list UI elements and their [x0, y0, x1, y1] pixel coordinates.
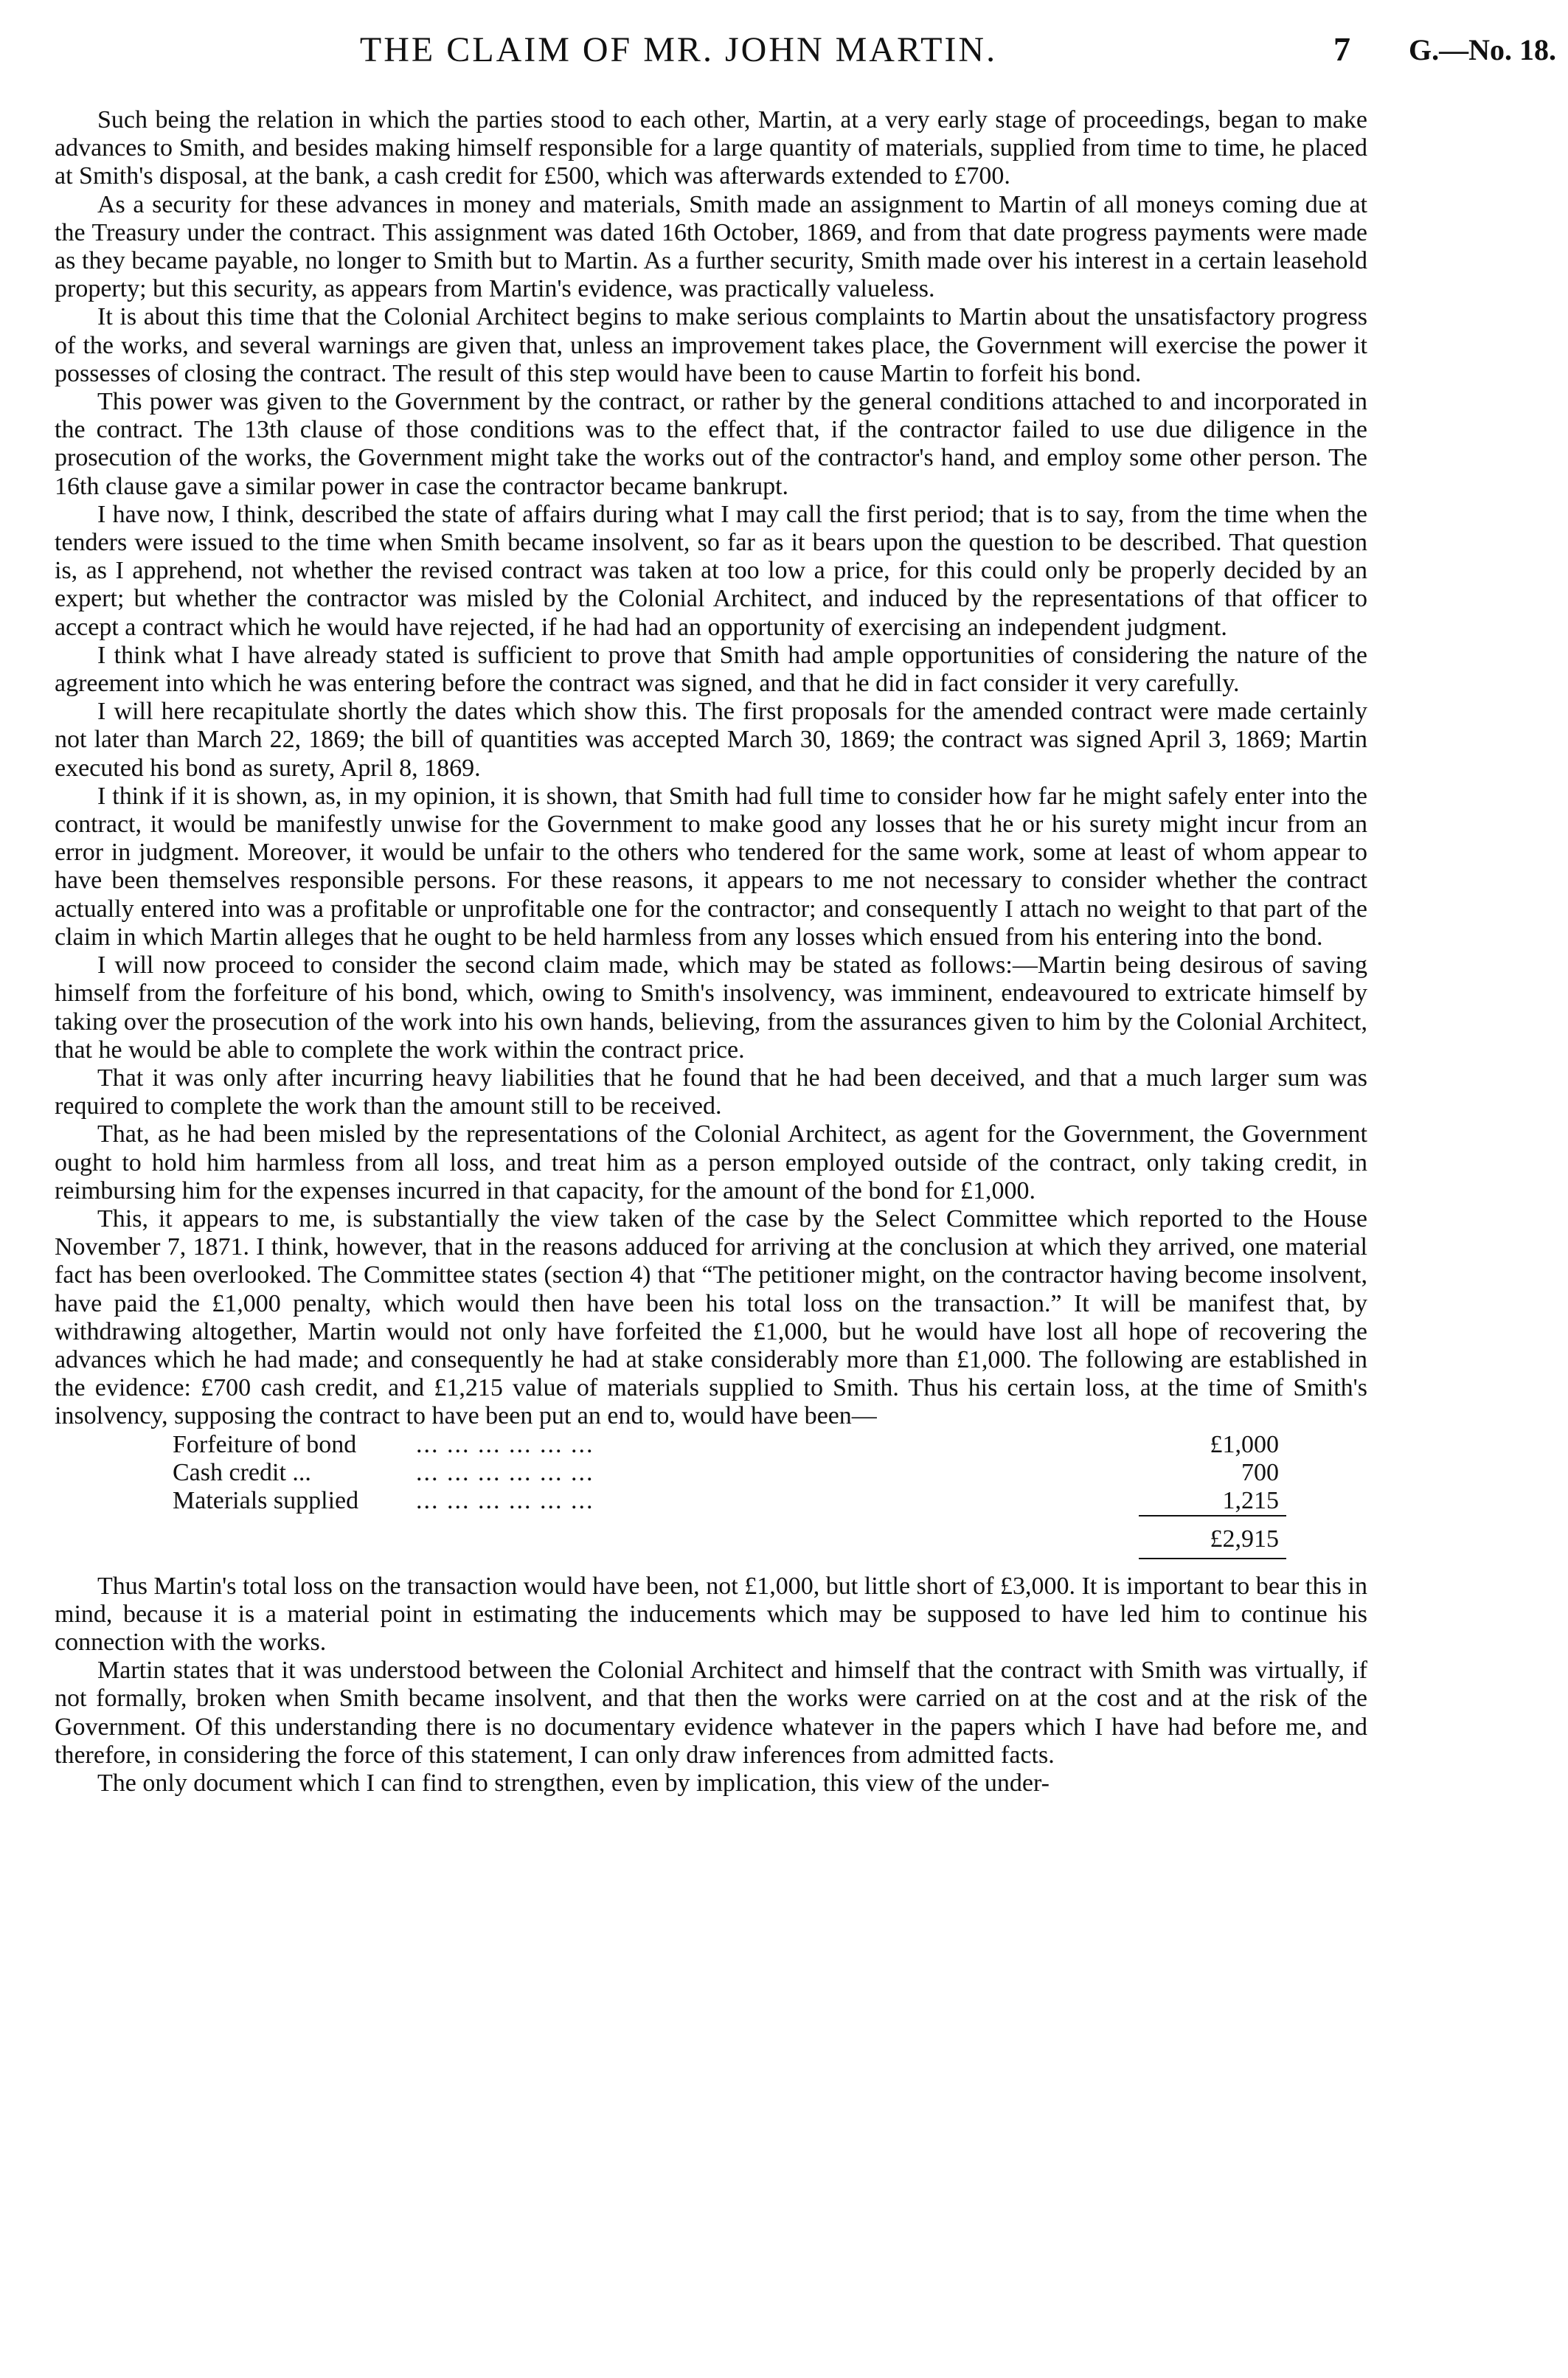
leader-dots: ... ... ... ... ... ... — [416, 1486, 594, 1514]
page-header — [0, 30, 1568, 81]
row-label: Forfeiture of bond — [173, 1430, 357, 1458]
paragraph: As a security for these advances in money and materials, Smith made an assignment to Martin of all moneys coming due at the Treasury under the contract. This assignment was dated 16th October, 1869, and from that date progress payments were made as they became payable, no longer to Smith but to Martin. As a further security, Smith made over his interest in a certain leasehold property; but this security, as appears from Martin's evidence, was practically valueless. — [55, 190, 1367, 303]
table-row — [173, 1431, 1286, 1459]
row-amount: 1,215 — [1222, 1486, 1279, 1514]
paragraph: I think what I have already stated is sufficient to prove that Smith had ample opportunities of considering the nature of the agreement into which he was entering before the contract was signed, and that he did in fact consider it very carefully. — [55, 641, 1367, 698]
paragraph: This power was given to the Government by the contract, or rather by the general conditions attached to and incorporated in the contract. The 13th clause of those conditions was to the effect that, if the contractor failed to use due diligence in the prosecution of the works, the Government might take the works out of the contractor's hand, and employ some other person. The 16th clause gave a similar power in case the contractor became bankrupt. — [55, 388, 1367, 500]
paragraph: I think if it is shown, as, in my opinion, it is shown, that Smith had full time to consider how far he might safely enter into the contract, it would be manifestly unwise for the Government to make good any losses that he or his surety might incur from an error in judgment. Moreover, it would be unfair to the others who tendered for the same work, some at least of whom appear to have been themselves responsible persons. For these reasons, it appears to me not necessary to consider whether the contract actually entered into was a profitable or unprofitable one for the contractor; and consequently I attach no weight to that part of the claim in which Martin alleges that he ought to be held harmless from any losses which ensued from his entering into the bond. — [55, 782, 1367, 951]
total-row — [173, 1516, 1286, 1559]
paragraph: Such being the relation in which the parties stood to each other, Martin, at a very early stage of proceedings, began to make advances to Smith, and besides making himself responsible for a large quantity of materials, supplied from time to time, he placed at Smith's disposal, at the bank, a cash credit for £500, which was afterwards extended to £700. — [55, 106, 1367, 190]
paragraph: I will now proceed to consider the second claim made, which may be stated as follows:—Martin being desirous of saving himself from the forfeiture of his bond, which, owing to Smith's insolvency, was imminent, endeavoured to extricate himself by taking over the prosecution of the work into his own hands, believing, from the assurances given to him by the Colonial Architect, that he would be able to complete the work within the contract price. — [55, 951, 1367, 1064]
row-label: Materials supplied — [173, 1486, 359, 1514]
paragraph: That it was only after incurring heavy liabilities that he found that he had been deceived, and that a much larger sum was required to complete the work than the amount still to be received. — [55, 1064, 1367, 1120]
leader-dots: ... ... ... ... ... ... — [416, 1430, 594, 1458]
document-reference: G.—No. 18. — [1409, 33, 1556, 66]
paragraph: I will here recapitulate shortly the dates which show this. The first proposals for the amended contract were made certainly not later than March 22, 1869; the bill of quantities was accepted March 30, 1869; the contract was signed April 3, 1869; Martin executed his bond as surety, April 8, 1869. — [55, 698, 1367, 782]
row-label: Cash credit ... — [173, 1458, 311, 1486]
table-row — [173, 1487, 1286, 1516]
paragraph: This, it appears to me, is substantially the view taken of the case by the Select Committee which reported to the House November 7, 1871. I think, however, that in the reasons adduced for arriving at the conclusion at which they arrived, one material fact has been overlooked. The Committee states (section 4) that “The petitioner might, on the contractor having become insolvent, have paid the £1,000 penalty, which would then have been his total loss on the transaction.” It will be manifest that, by withdrawing altogether, Martin would not only have forfeited the £1,000, but he would have lost all hope of recovering the advances which he had made; and consequently he had at stake considerably more than £1,000. The following are established in the evidence: £700 cash credit, and £1,215 value of materials supplied to Smith. Thus his certain loss, at the time of Smith's insolvency, supposing the contract to have been put an end to, would have been— — [55, 1204, 1367, 1430]
paragraph: I have now, I think, described the state of affairs during what I may call the first period; that is to say, from the time when the tenders were issued to the time when Smith became insolvent, so far as it bears upon the question to be described. That question is, as I apprehend, not whether the revised contract was taken at too low a price, for this could only be properly decided by an expert; but whether the contractor was misled by the Colonial Architect, and induced by the representations of that officer to accept a contract which he would have rejected, if he had had an opportunity of exercising an independent judgment. — [55, 500, 1367, 641]
row-amount: 700 — [1241, 1458, 1279, 1486]
paragraph: Thus Martin's total loss on the transaction would have been, not £1,000, but little short of £3,000. It is important to bear this in mind, because it is a material point in estimating the inducements which may be supposed to have led him to continue his connection with the works. — [55, 1572, 1367, 1656]
loss-table — [173, 1431, 1286, 1559]
page-title: THE CLAIM OF MR. JOHN MARTIN. — [359, 30, 998, 69]
row-amount: £1,000 — [1210, 1430, 1279, 1458]
leader-dots: ... ... ... ... ... ... — [416, 1458, 594, 1486]
body-text — [55, 106, 1367, 1798]
paragraph: Martin states that it was understood between the Colonial Architect and himself that the contract with Smith was virtually, if not formally, broken when Smith became insolvent, and that then the works were carried on at the cost and at the risk of the Government. Of this understanding there is no documentary evidence whatever in the papers which I have had before me, and therefore, in considering the force of this statement, I can only draw inferences from admitted facts. — [55, 1657, 1367, 1769]
total-amount: £2,915 — [1139, 1516, 1286, 1559]
paragraph: It is about this time that the Colonial Architect begins to make serious complaints to Martin about the unsatisfactory progress of the works, and several warnings are given that, unless an improvement takes place, the Government will exercise the power it possesses of closing the contract. The result of this step would have been to cause Martin to forfeit his bond. — [55, 303, 1367, 387]
paragraph: The only document which I can find to strengthen, even by implication, this view of the under- — [97, 1769, 1050, 1797]
table-row — [173, 1459, 1286, 1487]
paragraph: That, as he had been misled by the representations of the Colonial Architect, as agent for the Government, the Government ought to hold him harmless from all loss, and treat him as a person employed outside of the contract, only taking credit, in reimbursing him for the expenses incurred in that capacity, for the amount of the bond for £1,000. — [55, 1120, 1367, 1204]
page-number: 7 — [1333, 30, 1350, 68]
